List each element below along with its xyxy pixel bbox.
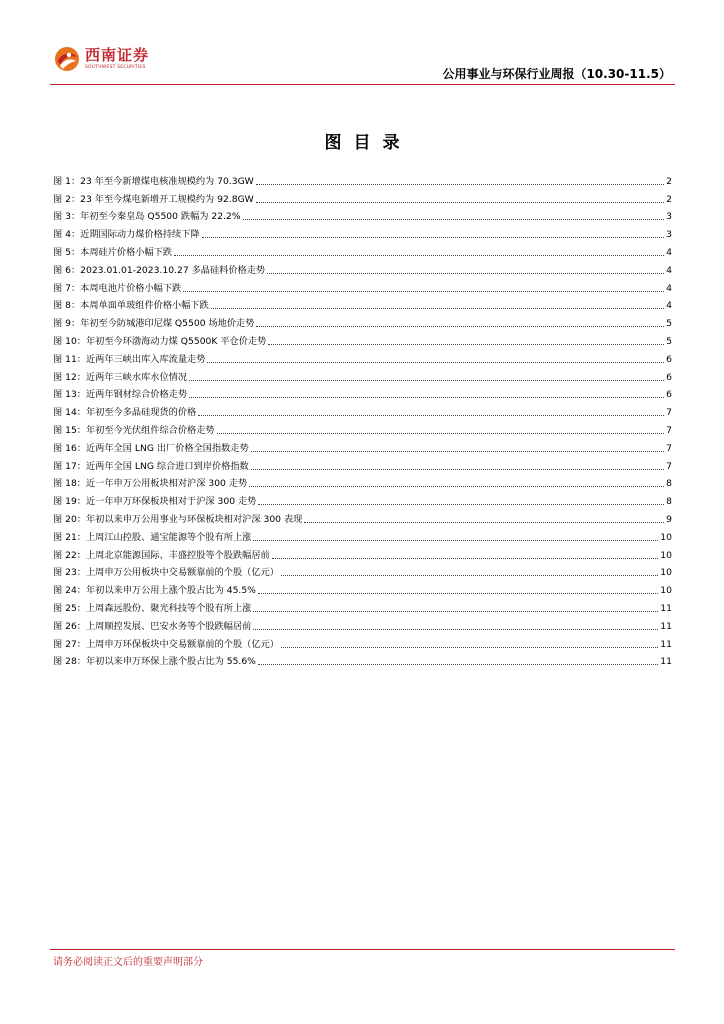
toc-dot-leader	[198, 415, 664, 416]
toc-entry-label[interactable]: 图 26：上周顺控发展、巴安水务等个股跌幅居前	[53, 620, 252, 632]
toc-entry[interactable]	[53, 562, 672, 580]
toc-entry-label[interactable]: 图 10：年初至今环渤海动力煤 Q5500K 平仓价走势	[53, 335, 267, 347]
toc-entry-page[interactable]: 5	[666, 335, 672, 347]
toc-entry-label[interactable]: 图 3：年初至今秦皇岛 Q5500 跌幅为 22.2%	[53, 211, 241, 223]
toc-dot-leader	[249, 486, 664, 487]
toc-dot-leader	[189, 380, 664, 381]
toc-entry[interactable]	[53, 259, 672, 277]
toc-dot-leader	[268, 344, 664, 345]
toc-entry-label[interactable]: 图 27：上周申万环保板块中交易额靠前的个股（亿元）	[53, 638, 279, 650]
toc-entry-label[interactable]: 图 19：近一年申万环保板块相对于沪深 300 走势	[53, 496, 257, 508]
toc-entry-label[interactable]: 图 16：近两年全国 LNG 出厂价格全国指数走势	[53, 442, 249, 454]
toc-entry[interactable]	[53, 526, 672, 544]
toc-dot-leader	[256, 184, 664, 185]
toc-dot-leader	[258, 593, 658, 594]
toc-entry[interactable]	[53, 597, 672, 615]
toc-entry[interactable]	[53, 615, 672, 633]
toc-dot-leader	[281, 575, 658, 576]
toc-entry-label[interactable]: 图 20：年初以来申万公用事业与环保板块相对沪深 300 表现	[53, 513, 303, 525]
toc-entry-label[interactable]: 图 21：上周江山控股、通宝能源等个股有所上涨	[53, 531, 252, 543]
toc-entry-label[interactable]: 图 13：近两年钢材综合价格走势	[53, 389, 188, 401]
toc-entry[interactable]	[53, 170, 672, 188]
toc-entry-label[interactable]: 图 4：近期国际动力煤价格持续下降	[53, 229, 200, 241]
page-header	[50, 38, 675, 86]
toc-entry-label[interactable]: 图 8：本周单面单玻组件价格小幅下跌	[53, 300, 209, 312]
toc-entry-page[interactable]: 7	[666, 407, 672, 419]
toc-entry-page[interactable]: 10	[660, 567, 672, 579]
toc-entry[interactable]	[53, 651, 672, 669]
toc-dot-leader	[253, 629, 658, 630]
footer-disclaimer: 请务必阅读正文后的重要声明部分	[53, 957, 203, 968]
toc-entry-label[interactable]: 图 1：23 年至今新增煤电核准规模约为 70.3GW	[53, 175, 254, 187]
toc-entry-page[interactable]: 5	[666, 318, 672, 330]
toc-entry[interactable]	[53, 473, 672, 491]
toc-entry-label[interactable]: 图 6：2023.01.01-2023.10.27 多晶硅料价格走势	[53, 264, 266, 276]
report-title: 公用事业与环保行业周报（10.30-11.5）	[442, 67, 671, 81]
toc-entry-page[interactable]: 8	[666, 478, 672, 490]
toc-entry[interactable]	[53, 419, 672, 437]
toc-dot-leader	[217, 433, 665, 434]
toc-entry-page[interactable]: 4	[666, 246, 672, 258]
toc-entry[interactable]	[53, 544, 672, 562]
toc-heading: 图目录	[324, 133, 412, 153]
toc-entry[interactable]	[53, 312, 672, 330]
toc-entry[interactable]	[53, 366, 672, 384]
toc-entry-page[interactable]: 6	[666, 371, 672, 383]
toc-dot-leader	[253, 540, 658, 541]
toc-entry-page[interactable]: 7	[666, 424, 672, 436]
toc-entry-page[interactable]: 11	[660, 602, 672, 614]
toc-entry[interactable]	[53, 188, 672, 206]
toc-entry-page[interactable]: 11	[660, 638, 672, 650]
toc-entry-page[interactable]: 6	[666, 353, 672, 365]
toc-entry-label[interactable]: 图 2：23 年至今煤电新增开工规模约为 92.8GW	[53, 193, 254, 205]
toc-dot-leader	[243, 219, 665, 220]
toc-entry[interactable]	[53, 401, 672, 419]
toc-entry-label[interactable]: 图 12：近两年三峡水库水位情况	[53, 371, 188, 383]
logo-english-name: SOUTHWEST SECURITIES	[85, 64, 146, 70]
toc-entry[interactable]	[53, 633, 672, 651]
toc-dot-leader	[211, 308, 664, 309]
toc-entry-page[interactable]: 4	[666, 282, 672, 294]
toc-entry[interactable]	[53, 330, 672, 348]
toc-entry-page[interactable]: 4	[666, 300, 672, 312]
toc-dot-leader	[183, 291, 664, 292]
toc-entry-page[interactable]: 9	[666, 513, 672, 525]
toc-entry-label[interactable]: 图 11：近两年三峡出库入库流量走势	[53, 353, 206, 365]
toc-entry[interactable]	[53, 348, 672, 366]
toc-entry-label[interactable]: 图 5：本周硅片价格小幅下跌	[53, 246, 173, 258]
company-logo	[54, 43, 149, 75]
toc-entry-page[interactable]: 4	[666, 264, 672, 276]
toc-entry-label[interactable]: 图 14：年初至今多晶硅现货的价格	[53, 407, 197, 419]
footer-divider	[50, 949, 675, 950]
toc-entry-page[interactable]: 7	[666, 460, 672, 472]
toc-entry-label[interactable]: 图 7：本周电池片价格小幅下跌	[53, 282, 182, 294]
figure-list	[53, 170, 672, 668]
toc-dot-leader	[207, 362, 664, 363]
toc-dot-leader	[256, 202, 664, 203]
toc-dot-leader	[174, 255, 664, 256]
logo-chinese-name: 西南证券	[85, 45, 150, 64]
toc-dot-leader	[258, 664, 658, 665]
toc-entry-page[interactable]: 6	[666, 389, 672, 401]
toc-entry[interactable]	[53, 579, 672, 597]
toc-dot-leader	[256, 326, 664, 327]
toc-entry-page[interactable]: 7	[666, 442, 672, 454]
toc-dot-leader	[253, 611, 658, 612]
southwest-securities-logo-icon	[54, 46, 80, 72]
toc-entry[interactable]	[53, 277, 672, 295]
toc-entry-label[interactable]: 图 25：上周森远股份、聚光科技等个股有所上涨	[53, 602, 252, 614]
toc-dot-leader	[267, 273, 664, 274]
toc-entry-label[interactable]: 图 24：年初以来申万公用上涨个股占比为 45.5%	[53, 585, 256, 597]
toc-entry-page[interactable]: 11	[660, 656, 672, 668]
toc-entry-page[interactable]: 10	[660, 549, 672, 561]
toc-entry[interactable]	[53, 490, 672, 508]
toc-entry[interactable]	[53, 384, 672, 402]
toc-entry-page[interactable]: 10	[660, 585, 672, 597]
toc-entry-page[interactable]: 10	[660, 531, 672, 543]
toc-entry[interactable]	[53, 508, 672, 526]
toc-dot-leader	[281, 647, 658, 648]
toc-entry-label[interactable]: 图 9：年初至今防城港印尼煤 Q5500 场地价走势	[53, 318, 255, 330]
toc-entry-label[interactable]: 图 28：年初以来申万环保上涨个股占比为 55.6%	[53, 656, 256, 668]
toc-entry[interactable]	[53, 295, 672, 313]
toc-dot-leader	[272, 558, 659, 559]
toc-entry-label[interactable]: 图 22：上周北京能源国际、丰盛控股等个股跌幅居前	[53, 549, 270, 561]
toc-entry-label[interactable]: 图 17：近两年全国 LNG 综合进口到岸价格指数	[53, 460, 249, 472]
toc-dot-leader	[251, 469, 664, 470]
toc-entry[interactable]	[53, 437, 672, 455]
toc-dot-leader	[251, 451, 664, 452]
toc-entry-label[interactable]: 图 23：上周申万公用板块中交易额靠前的个股（亿元）	[53, 567, 279, 579]
toc-entry[interactable]	[53, 455, 672, 473]
toc-dot-leader	[202, 237, 665, 238]
toc-entry-page[interactable]: 2	[666, 193, 672, 205]
toc-entry[interactable]	[53, 223, 672, 241]
toc-entry[interactable]	[53, 241, 672, 259]
toc-entry-page[interactable]: 11	[660, 620, 672, 632]
toc-entry-page[interactable]: 8	[666, 496, 672, 508]
toc-entry-page[interactable]: 2	[666, 175, 672, 187]
toc-dot-leader	[189, 397, 664, 398]
toc-entry-label[interactable]: 图 18：近一年申万公用板块相对沪深 300 走势	[53, 478, 248, 490]
toc-entry-label[interactable]: 图 15：年初至今光伏组件综合价格走势	[53, 424, 215, 436]
header-divider	[50, 84, 675, 85]
toc-entry-page[interactable]: 3	[666, 229, 672, 241]
toc-entry[interactable]	[53, 206, 672, 224]
toc-entry-page[interactable]: 3	[666, 211, 672, 223]
toc-dot-leader	[258, 504, 664, 505]
toc-dot-leader	[304, 522, 664, 523]
